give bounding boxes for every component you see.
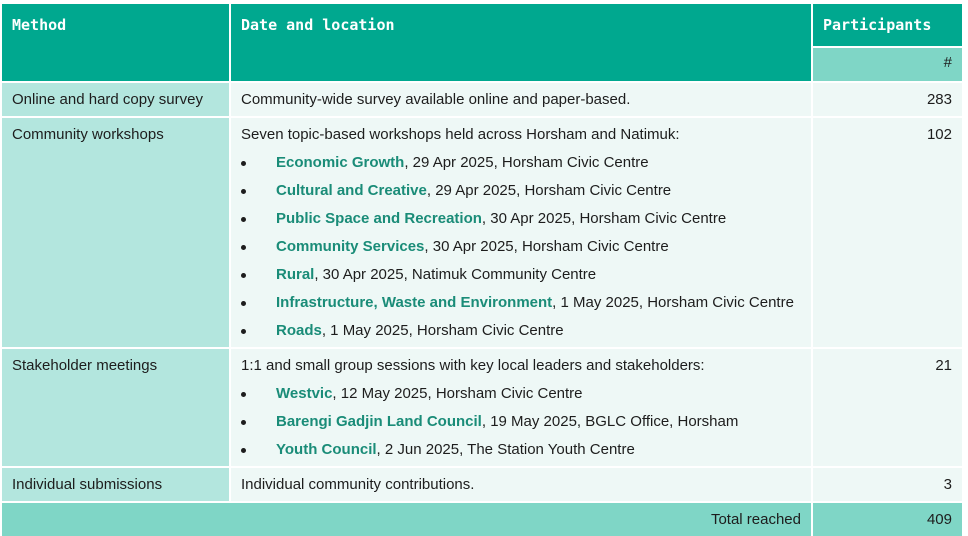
item-detail: , 29 Apr 2025, Horsham Civic Centre <box>426 182 672 199</box>
detail-cell <box>230 82 812 117</box>
header-unit: # <box>812 47 962 82</box>
bullet-icon <box>241 161 246 166</box>
list-item <box>241 440 801 460</box>
bullet-icon <box>241 189 246 194</box>
item-name: Barengi Gadjin Land Council <box>276 413 482 430</box>
list-item <box>241 321 801 341</box>
item-detail: , 29 Apr 2025, Horsham Civic Centre <box>404 154 649 171</box>
table-row <box>2 82 962 117</box>
bullet-icon <box>241 217 246 222</box>
item-name: Westvic <box>276 385 333 402</box>
detail-description: Seven topic-based workshops held across Horsham and Natimuk: <box>241 126 680 143</box>
item-name: Public Space and Recreation <box>276 210 482 227</box>
total-row <box>2 502 962 536</box>
list-item <box>241 181 801 209</box>
detail-description: Community-wide survey available online and paper-based. <box>241 91 631 108</box>
bullet-icon <box>241 329 246 334</box>
list-item <box>241 384 801 412</box>
bullet-icon <box>241 392 246 397</box>
method-cell: Stakeholder meetings <box>2 348 230 467</box>
item-name: Community Services <box>276 238 425 255</box>
engagement-table <box>2 4 962 536</box>
detail-cell <box>230 348 812 467</box>
list-item <box>241 265 801 293</box>
method-cell: Community workshops <box>2 117 230 348</box>
list-item <box>241 412 801 440</box>
total-label: Total reached <box>2 502 812 536</box>
table-row <box>2 467 962 502</box>
total-value: 409 <box>812 502 962 536</box>
detail-description: Individual community contributions. <box>241 476 475 493</box>
header-method: Method <box>2 4 230 82</box>
workshop-list <box>241 153 801 341</box>
list-item <box>241 209 801 237</box>
item-detail: , 30 Apr 2025, Horsham Civic Centre <box>424 238 669 255</box>
item-name: Economic Growth <box>276 154 405 171</box>
item-detail: , 19 May 2025, BGLC Office, Horsham <box>481 413 739 430</box>
detail-cell <box>230 467 812 502</box>
detail-cell <box>230 117 812 348</box>
item-detail: , 1 May 2025, Horsham Civic Centre <box>552 294 794 311</box>
participants-count: 102 <box>812 117 962 348</box>
table-row <box>2 348 962 467</box>
item-detail: , 30 Apr 2025, Horsham Civic Centre <box>481 210 727 227</box>
item-detail: , 1 May 2025, Horsham Civic Centre <box>321 322 564 339</box>
header-date-location: Date and location <box>230 4 812 82</box>
item-name: Roads <box>276 322 322 339</box>
bullet-icon <box>241 273 246 278</box>
method-cell: Online and hard copy survey <box>2 82 230 117</box>
item-name: Rural <box>276 266 315 283</box>
table-row <box>2 117 962 348</box>
list-item <box>241 293 801 321</box>
list-item <box>241 153 801 181</box>
item-name: Cultural and Creative <box>276 182 427 199</box>
item-name: Youth Council <box>276 441 377 458</box>
item-name: Infrastructure, Waste and Environment <box>276 294 553 311</box>
bullet-icon <box>241 420 246 425</box>
header-participants: Participants <box>812 4 962 47</box>
method-cell: Individual submissions <box>2 467 230 502</box>
stakeholder-list <box>241 384 801 460</box>
bullet-icon <box>241 448 246 453</box>
engagement-table-container <box>2 4 962 536</box>
item-detail: , 12 May 2025, Horsham Civic Centre <box>332 385 583 402</box>
detail-description: 1:1 and small group sessions with key local leaders and stakeholders: <box>241 357 705 374</box>
participants-count: 3 <box>812 467 962 502</box>
list-item <box>241 237 801 265</box>
item-detail: , 2 Jun 2025, The Station Youth Centre <box>376 441 635 458</box>
participants-count: 21 <box>812 348 962 467</box>
bullet-icon <box>241 245 246 250</box>
bullet-icon <box>241 301 246 306</box>
item-detail: , 30 Apr 2025, Natimuk Community Centre <box>314 266 597 283</box>
participants-count: 283 <box>812 82 962 117</box>
